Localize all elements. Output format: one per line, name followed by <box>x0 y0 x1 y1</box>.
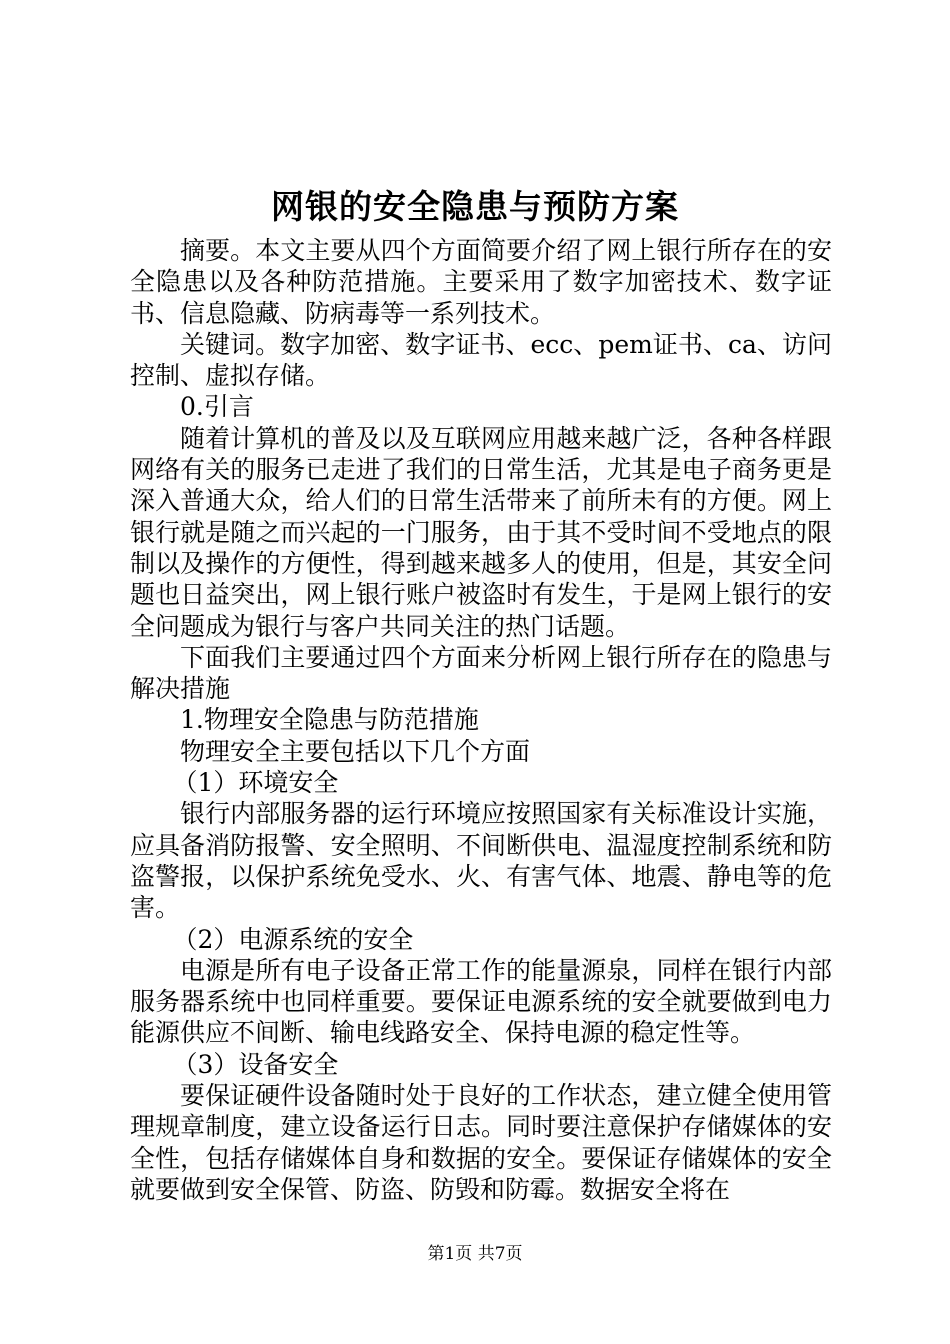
abstract-paragraph: 摘要。本文主要从四个方面简要介绍了网上银行所存在的安全隐患以及各种防范措施。主要采用了数字加密技术、数字证书、信息隐藏、防病毒等一系列技术。 <box>130 236 832 328</box>
equipment-security-paragraph: 要保证硬件设备随时处于良好的工作状态，建立健全使用管理规章制度，建立设备运行日志。同时要注意保护存储媒体的安全性，包括存储媒体自身和数据的安全。要保证存储媒体的安全就要做到安全保管、防盗、防毁和防霉。数据安全将在 <box>130 1081 832 1204</box>
introduction-paragraph: 随着计算机的普及以及互联网应用越来越广泛，各种各样跟网络有关的服务已走进了我们的日常生活，尤其是电子商务更是深入普通大众，给人们的日常生活带来了前所未有的方便。网上银行就是随之而兴起的一门服务，由于其不受时间不受地点的限制以及操作的方便性，得到越来越多人的使用，但是，其安全问题也日益突出，网上银行账户被盗时有发生，于是网上银行的安全问题成为银行与客户共同关注的热门话题。 <box>130 423 832 641</box>
section-heading-physical-security: 1.物理安全隐患与防范措施 <box>180 705 479 735</box>
section-heading-introduction: 0.引言 <box>180 392 254 422</box>
subheading-equipment-security: （3）设备安全 <box>172 1049 339 1079</box>
document-body <box>130 235 832 1205</box>
page-title: 网银的安全隐患与预防方案 <box>271 187 679 226</box>
overview-paragraph: 下面我们主要通过四个方面来分析网上银行所存在的隐患与解决措施 <box>130 642 832 704</box>
subheading-power-system-security: （2）电源系统的安全 <box>172 924 414 954</box>
power-system-paragraph: 电源是所有电子设备正常工作的能量源泉，同样在银行内部服务器系统中也同样重要。要保证电源系统的安全就要做到电力能源供应不间断、输电线路安全、保持电源的稳定性等。 <box>130 955 832 1048</box>
physical-security-intro: 物理安全主要包括以下几个方面 <box>180 736 531 766</box>
environment-security-paragraph: 银行内部服务器的运行环境应按照国家有关标准设计实施，应具备消防报警、安全照明、不间断供电、温湿度控制系统和防盗警报，以保护系统免受水、火、有害气体、地震、静电等的危害。 <box>130 799 832 923</box>
keywords-paragraph: 关键词。数字加密、数字证书、ecc、pem证书、ca、访问控制、虚拟存储。 <box>130 329 832 391</box>
subheading-environment-security: （1）环境安全 <box>172 768 339 798</box>
page-footer: 第1页 共7页 <box>427 1244 523 1264</box>
